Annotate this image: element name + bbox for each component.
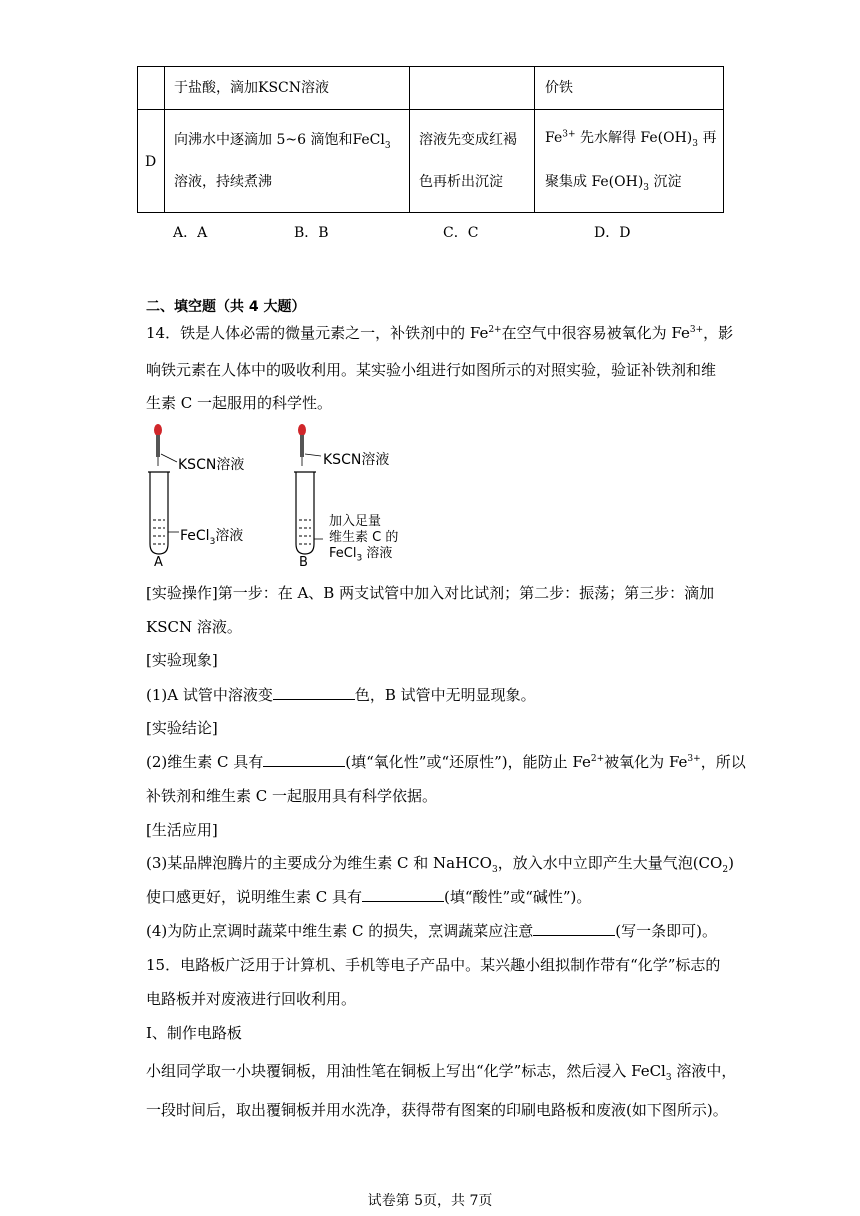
table-cell: 于盐酸，滴加KSCN溶液 bbox=[174, 80, 330, 96]
option-c: C．C bbox=[443, 225, 479, 241]
q14-conclusion-title: [实验结论] bbox=[146, 719, 218, 737]
table-border bbox=[137, 212, 724, 213]
answer-blank-3[interactable] bbox=[362, 887, 444, 902]
table-cell: 溶液先变成红褐 bbox=[419, 132, 517, 148]
table-cell: 价铁 bbox=[545, 80, 573, 96]
table-border bbox=[164, 66, 165, 213]
option-a: A．A bbox=[173, 225, 208, 241]
table-cell: 向沸水中逐滴加 5~6 滴饱和FeCl$_3$ bbox=[174, 132, 391, 151]
q14-part1: (1)A 试管中溶液变 色，B 试管中无明显现象。 bbox=[146, 686, 536, 704]
test-tube-drawing bbox=[145, 422, 445, 572]
table-border bbox=[137, 109, 724, 110]
q14-part2-line2: 补铁剂和维生素 C 一起服用具有科学依据。 bbox=[146, 787, 438, 805]
q15-paragraph-line2: 一段时间后，取出覆铜板并用水洗净，获得带有图案的印刷电路板和废液(如下图所示)。 bbox=[146, 1101, 728, 1119]
option-b: B．B bbox=[294, 225, 329, 241]
q14-line1: 14．铁是人体必需的微量元素之一，补铁剂中的 $Fe^{2+}$在空气中很容易被氧化为 $Fe^{3+}$，影 bbox=[146, 324, 734, 342]
answer-table bbox=[137, 66, 724, 213]
option-d: D．D bbox=[594, 225, 631, 241]
table-border bbox=[409, 66, 410, 213]
q14-operation-line2: KSCN 溶液。 bbox=[146, 618, 242, 636]
tube-b-solution-label: 加入足量 维生素 C 的 FeCl$_3$ 溶液 bbox=[329, 514, 399, 564]
q14-line3: 生素 C 一起服用的科学性。 bbox=[146, 394, 333, 412]
table-border bbox=[723, 66, 724, 213]
q14-life-title: [生活应用] bbox=[146, 821, 218, 839]
q14-part3: (3)某品牌泡腾片的主要成分为维生素 C 和 NaHCO$_3$，放入水中立即产生大量气泡$(CO_2)$ bbox=[146, 854, 734, 875]
q15-line1: 15．电路板广泛用于计算机、手机等电子产品中。某兴趣小组拟制作带有“化学”标志的 bbox=[146, 956, 721, 974]
q14-part4: (4)为防止烹调时蔬菜中维生素 C 的损失，烹调蔬菜应注意 (写一条即可)。 bbox=[146, 922, 717, 940]
table-cell: $Fe^{3+}$ 先水解得 $Fe(OH)_3$ 再 bbox=[545, 129, 717, 149]
tube-a-reagent-label: KSCN溶液 bbox=[178, 457, 245, 473]
page-footer: 试卷第 5页，共 7页 bbox=[367, 1193, 493, 1209]
table-border bbox=[137, 66, 724, 67]
tube-b-label: B bbox=[299, 555, 308, 570]
q15-paragraph-line1: 小组同学取一小块覆铜板，用油性笔在铜板上写出“化学”标志，然后浸入 FeCl$_3$ 溶液中， bbox=[146, 1062, 737, 1083]
q15-subtitle: I、制作电路板 bbox=[146, 1024, 242, 1042]
q14-part2: (2)维生素 C 具有 (填“氧化性”或“还原性”)，能防止 $Fe^{2+}$被氧化为 $Fe^{3+}$，所以 bbox=[146, 753, 746, 771]
q14-part3-line2: 使口感更好，说明维生素 C 具有 (填“酸性”或“碱性”)。 bbox=[146, 888, 592, 906]
tube-a-label: A bbox=[154, 555, 163, 570]
q15-line2: 电路板并对废液进行回收利用。 bbox=[146, 990, 357, 1008]
tube-a-solution-label: FeCl$_3$溶液 bbox=[180, 528, 244, 547]
answer-blank-2[interactable] bbox=[263, 752, 345, 767]
table-border bbox=[534, 66, 535, 213]
q14-phenomenon-title: [实验现象] bbox=[146, 651, 218, 669]
table-cell: 色再析出沉淀 bbox=[419, 174, 503, 190]
tube-b-reagent-label: KSCN溶液 bbox=[323, 452, 390, 468]
answer-blank-4[interactable] bbox=[533, 921, 615, 936]
test-tube-figure bbox=[145, 422, 445, 572]
q14-line2: 响铁元素在人体中的吸收利用。某实验小组进行如图所示的对照实验，验证补铁剂和维 bbox=[146, 361, 717, 379]
section-title: 二、填空题（共 4 大题） bbox=[146, 299, 306, 315]
table-border bbox=[137, 66, 138, 213]
table-row-label: D bbox=[145, 154, 157, 170]
q14-operation-line1: [实验操作]第一步：在 A、B 两支试管中加入对比试剂；第二步：振荡；第三步：滴加 bbox=[146, 584, 715, 602]
answer-blank-1[interactable] bbox=[273, 685, 355, 700]
table-cell: 聚集成 $Fe(OH)_3$ 沉淀 bbox=[545, 174, 682, 193]
table-cell: 溶液，持续煮沸 bbox=[174, 174, 272, 190]
